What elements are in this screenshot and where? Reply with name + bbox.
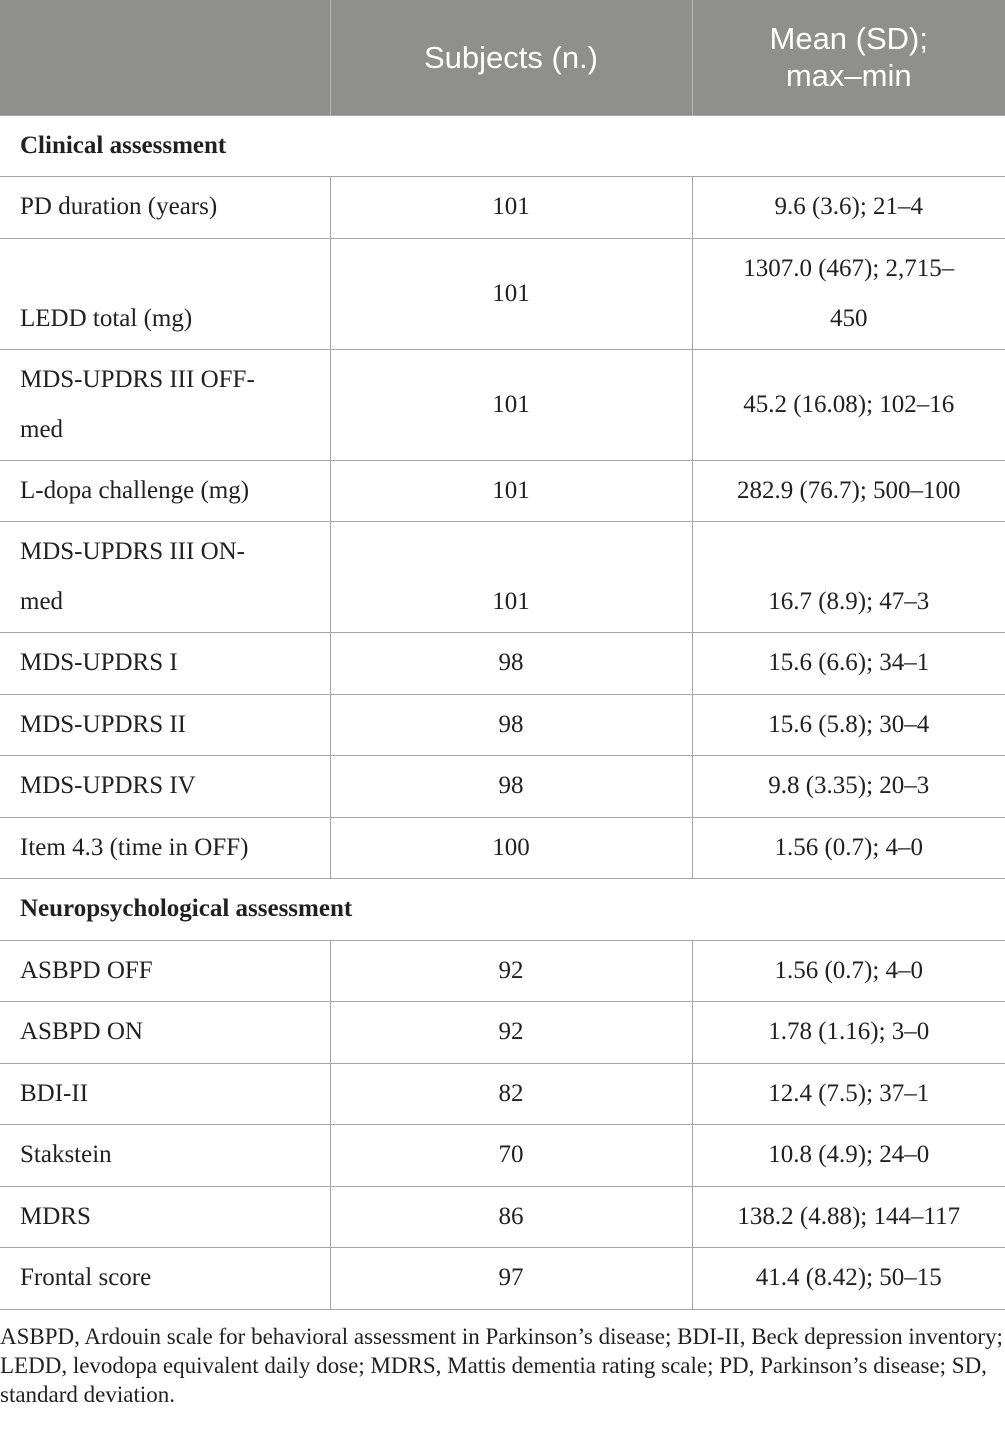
row-label: BDI-II bbox=[0, 1063, 330, 1125]
row-label: MDS-UPDRS II bbox=[0, 694, 330, 756]
row-value-line1: 1307.0 (467); 2,715– bbox=[743, 254, 955, 282]
row-value-line2: 450 bbox=[830, 304, 868, 332]
row-value: 10.8 (4.9); 24–0 bbox=[692, 1125, 1005, 1187]
row-value: 9.6 (3.6); 21–4 bbox=[692, 177, 1005, 239]
section-row bbox=[0, 115, 1005, 177]
table-row bbox=[0, 460, 1005, 522]
table-row bbox=[0, 1125, 1005, 1187]
header-mean-line1: Mean (SD); bbox=[769, 21, 928, 57]
row-value bbox=[692, 238, 1005, 349]
table-row bbox=[0, 349, 1005, 460]
row-label: ASBPD OFF bbox=[0, 940, 330, 1002]
row-label: Stakstein bbox=[0, 1125, 330, 1187]
row-value: 1.56 (0.7); 4–0 bbox=[692, 817, 1005, 879]
row-label-line1: MDS-UPDRS III OFF- bbox=[20, 365, 255, 393]
row-label bbox=[0, 522, 330, 633]
table-footnote: ASBPD, Ardouin scale for behavioral assessment in Parkinson’s disease; BDI-II, Beck depression inventory; LEDD, levodopa equivalent daily dose; MDRS, Mattis dementia rating scale; PD, Parkinson’s disease; SD, standard deviation. bbox=[0, 1324, 1003, 1407]
row-value: 41.4 (8.42); 50–15 bbox=[692, 1248, 1005, 1310]
row-value: 45.2 (16.08); 102–16 bbox=[692, 349, 1005, 460]
table-row bbox=[0, 177, 1005, 239]
header-row bbox=[0, 0, 1005, 115]
row-value: 15.6 (6.6); 34–1 bbox=[692, 633, 1005, 695]
header-empty bbox=[0, 0, 330, 115]
row-value: 12.4 (7.5); 37–1 bbox=[692, 1063, 1005, 1125]
row-label: MDRS bbox=[0, 1186, 330, 1248]
row-label: LEDD total (mg) bbox=[0, 238, 330, 349]
table-row bbox=[0, 756, 1005, 818]
row-n: 101 bbox=[330, 238, 692, 349]
row-value: 1.56 (0.7); 4–0 bbox=[692, 940, 1005, 1002]
row-n: 82 bbox=[330, 1063, 692, 1125]
row-n: 97 bbox=[330, 1248, 692, 1310]
section-clinical: Clinical assessment bbox=[0, 115, 1005, 177]
row-n: 98 bbox=[330, 756, 692, 818]
table-row bbox=[0, 1063, 1005, 1125]
row-label: Item 4.3 (time in OFF) bbox=[0, 817, 330, 879]
row-n: 101 bbox=[330, 177, 692, 239]
header-mean-line2: max–min bbox=[785, 58, 912, 94]
section-row bbox=[0, 879, 1005, 941]
row-n: 100 bbox=[330, 817, 692, 879]
header-mean bbox=[692, 0, 1005, 115]
row-value: 9.8 (3.35); 20–3 bbox=[692, 756, 1005, 818]
table-row bbox=[0, 522, 1005, 633]
table-row bbox=[0, 694, 1005, 756]
table-row bbox=[0, 817, 1005, 879]
row-label: MDS-UPDRS IV bbox=[0, 756, 330, 818]
row-n: 86 bbox=[330, 1186, 692, 1248]
row-label: Frontal score bbox=[0, 1248, 330, 1310]
row-n: 92 bbox=[330, 1002, 692, 1064]
row-label-line1: MDS-UPDRS III ON- bbox=[20, 538, 246, 565]
row-label-line2: med bbox=[20, 415, 64, 443]
row-label: L-dopa challenge (mg) bbox=[0, 460, 330, 522]
row-n: 98 bbox=[330, 694, 692, 756]
header-subjects: Subjects (n.) bbox=[330, 0, 692, 115]
row-value: 15.6 (5.8); 30–4 bbox=[692, 694, 1005, 756]
table-row bbox=[0, 1186, 1005, 1248]
table-row bbox=[0, 1002, 1005, 1064]
row-n: 70 bbox=[330, 1125, 692, 1187]
row-value: 138.2 (4.88); 144–117 bbox=[692, 1186, 1005, 1248]
row-label: ASBPD ON bbox=[0, 1002, 330, 1064]
table-row bbox=[0, 238, 1005, 349]
row-value: 1.78 (1.16); 3–0 bbox=[692, 1002, 1005, 1064]
table-row bbox=[0, 940, 1005, 1002]
row-n: 92 bbox=[330, 940, 692, 1002]
row-n: 98 bbox=[330, 633, 692, 695]
row-label: MDS-UPDRS I bbox=[0, 633, 330, 695]
row-value: 16.7 (8.9); 47–3 bbox=[692, 522, 1005, 633]
row-label-line2: med bbox=[20, 588, 64, 615]
row-label bbox=[0, 349, 330, 460]
row-n: 101 bbox=[330, 522, 692, 633]
section-neuro: Neuropsychological assessment bbox=[0, 879, 1005, 941]
table-row bbox=[0, 633, 1005, 695]
row-value: 282.9 (76.7); 500–100 bbox=[692, 460, 1005, 522]
table-row bbox=[0, 1248, 1005, 1310]
row-n: 101 bbox=[330, 460, 692, 522]
row-label: PD duration (years) bbox=[0, 177, 330, 239]
row-n: 101 bbox=[330, 349, 692, 460]
